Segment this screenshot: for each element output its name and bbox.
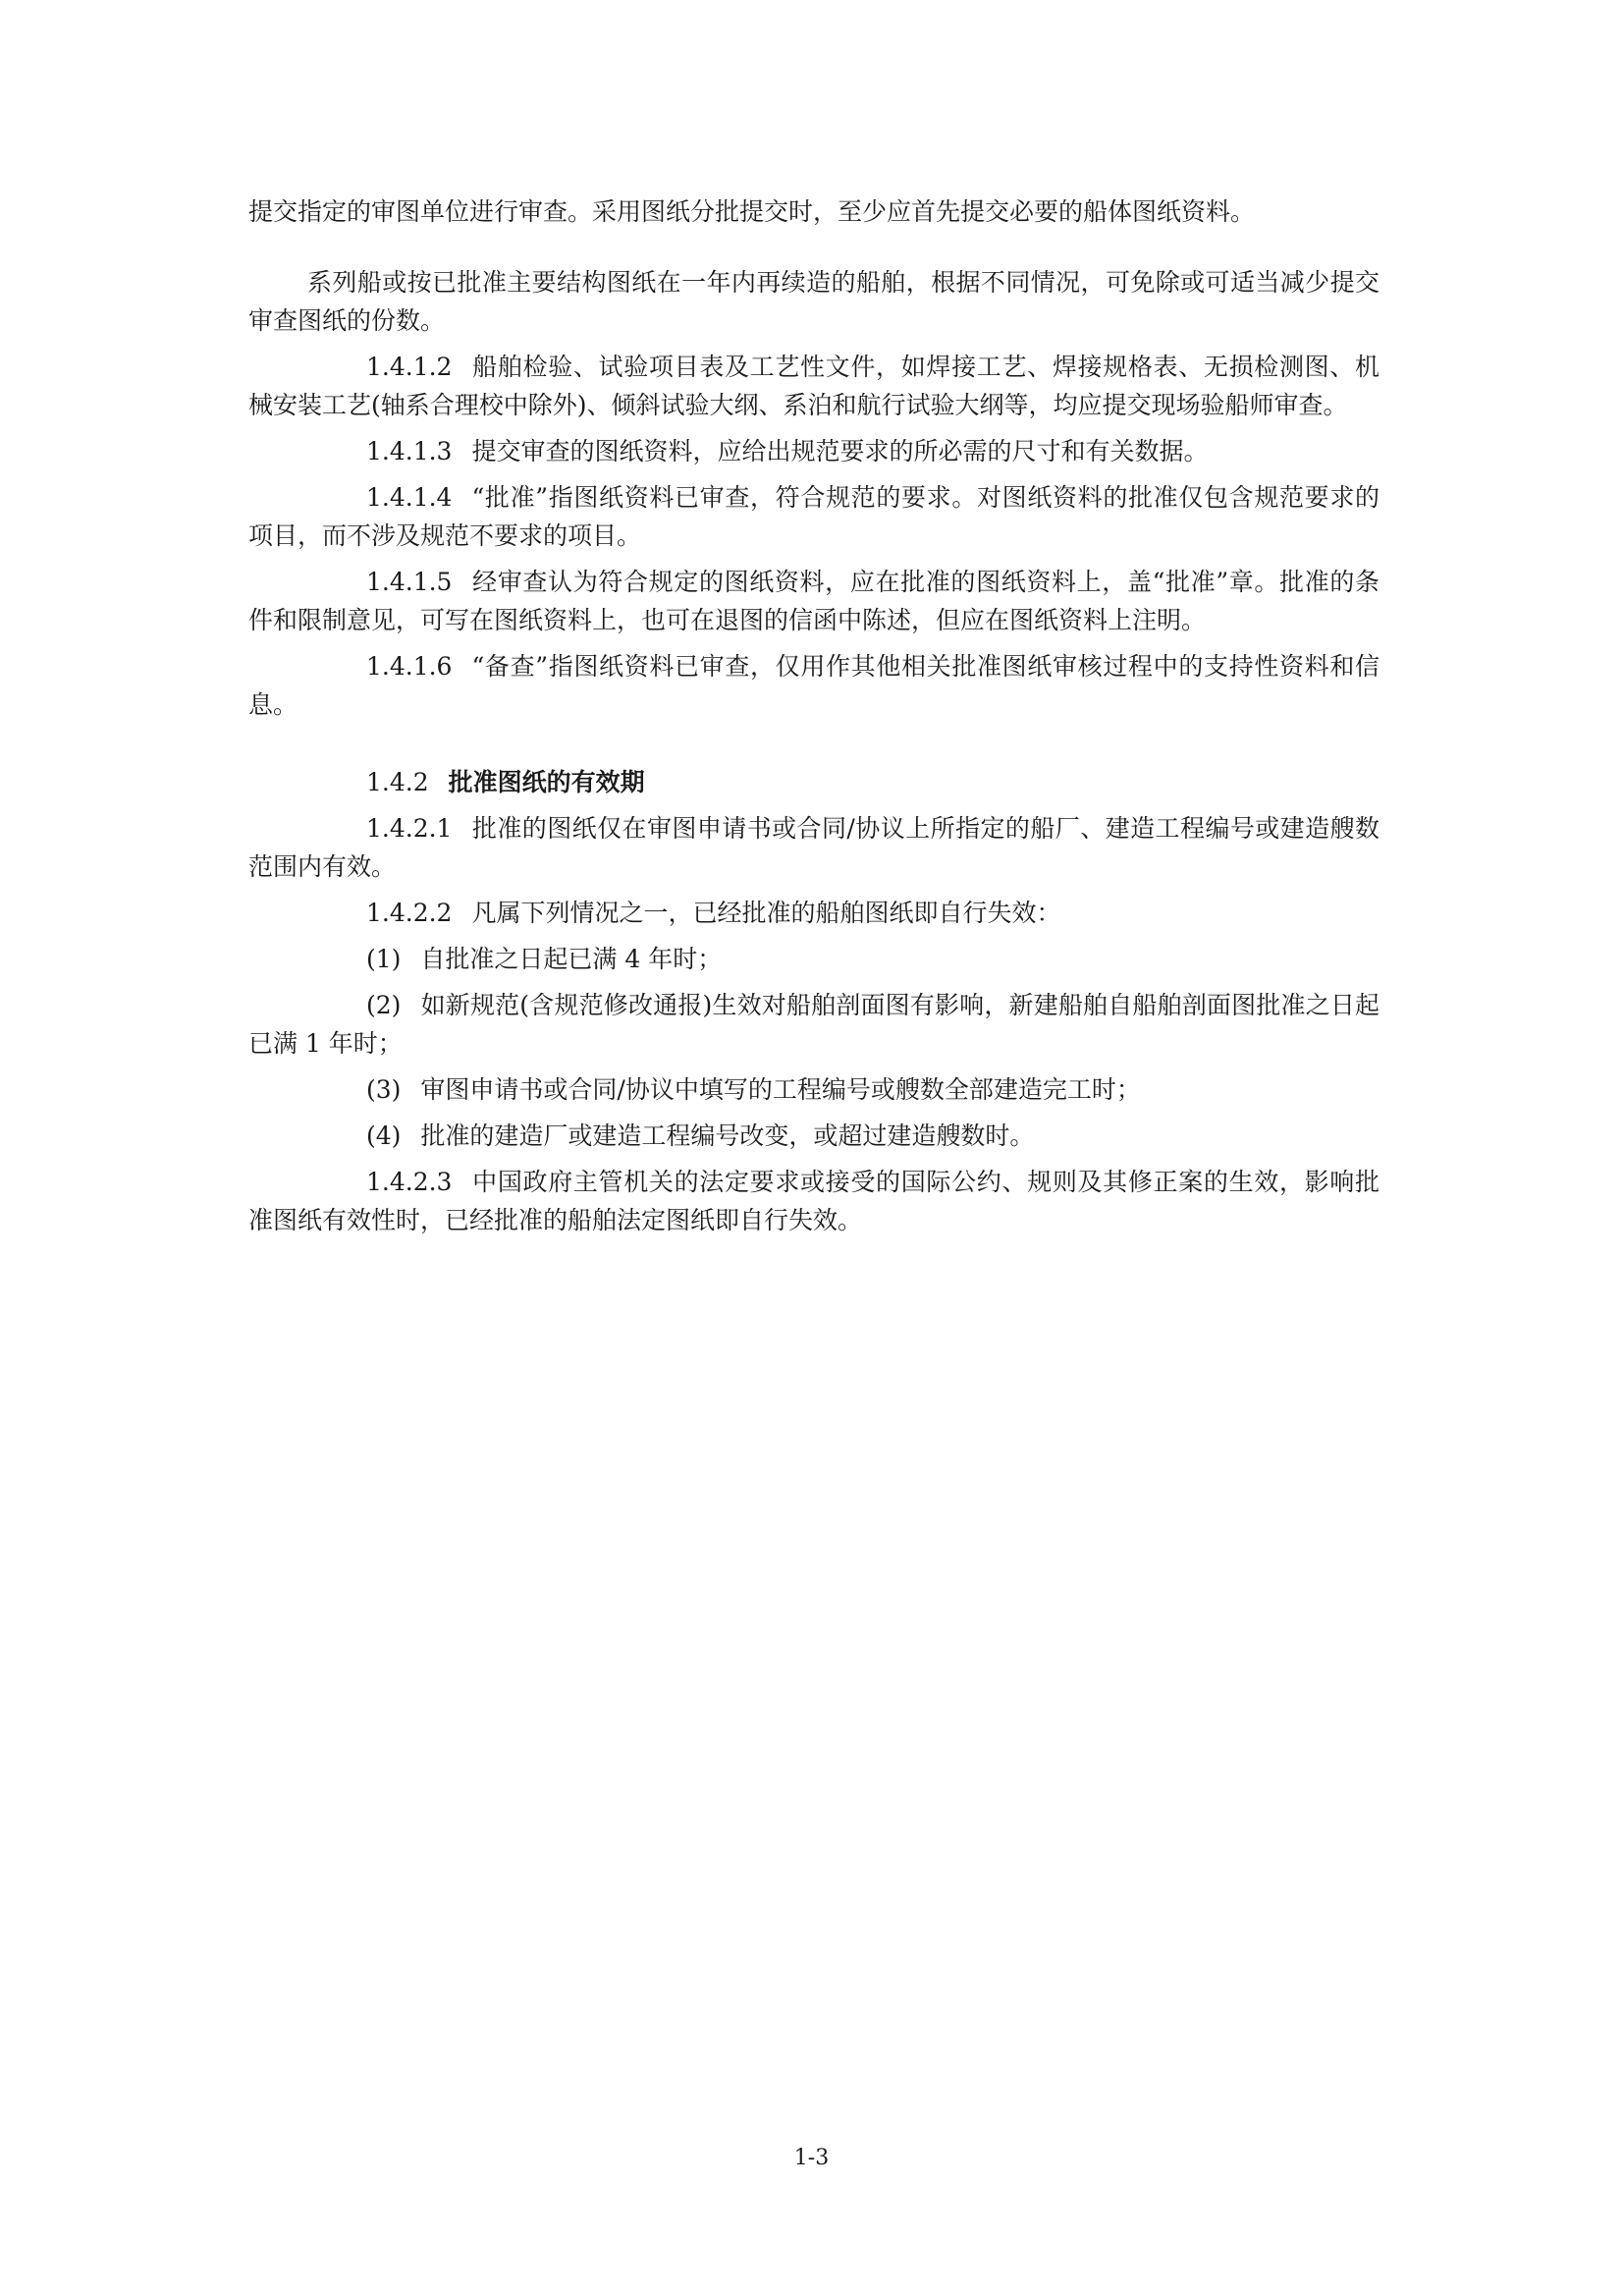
clause-number: 1.4.2.2 (366, 899, 453, 927)
clause-text: 中国政府主管机关的法定要求或接受的国际公约、规则及其修正案的生效，影响批准图纸有效性时，已经批准的船舶法定图纸即自行失效。 (248, 1168, 1380, 1234)
paragraph-continuation: 提交指定的审图单位进行审查。采用图纸分批提交时，至少应首先提交必要的船体图纸资料。 (248, 197, 1256, 226)
clause-number: 1.4.1.2 (366, 353, 453, 381)
list-item-2 (248, 986, 1380, 1063)
section-number: 1.4.2 (366, 768, 429, 796)
clause-1-4-2-1 (248, 809, 1380, 886)
clause-text: 经审查认为符合规定的图纸资料，应在批准的图纸资料上，盖“批准”章。批准的条件和限制意见，可写在图纸资料上，也可在退图的信函中陈述，但应在图纸资料上注明。 (248, 568, 1380, 634)
clause-1-4-1-6 (248, 647, 1380, 724)
list-item-1 (248, 940, 1380, 978)
section-title: 批准图纸的有效期 (448, 768, 645, 796)
clause-text: 提交审查的图纸资料，应给出规范要求的所必需的尺寸和有关数据。 (471, 437, 1209, 465)
list-item-text: 自批准之日起已满 4 年时； (420, 945, 723, 973)
clause-number: 1.4.2.1 (366, 814, 453, 843)
list-item-4 (248, 1117, 1380, 1155)
list-marker: (3) (366, 1075, 402, 1104)
list-item-3 (248, 1070, 1380, 1109)
clause-1-4-1-3 (248, 432, 1380, 470)
clause-text: 凡属下列情况之一，已经批准的船舶图纸即自行失效： (471, 899, 1061, 927)
list-item-text: 审图申请书或合同/协议中填写的工程编号或艘数全部建造完工时； (420, 1075, 1141, 1104)
document-page-body (248, 192, 1380, 1247)
clause-number: 1.4.1.4 (366, 483, 453, 512)
clause-text: “批准”指图纸资料已审查，符合规范的要求。对图纸资料的批准仅包含规范要求的项目，而不涉及规范不要求的项目。 (248, 483, 1380, 550)
clause-number: 1.4.1.5 (366, 568, 453, 596)
list-item-text: 批准的建造厂或建造工程编号改变，或超过建造艘数时。 (420, 1121, 1035, 1150)
clause-1-4-2-3 (248, 1163, 1380, 1239)
clause-1-4-1-5 (248, 563, 1380, 639)
clause-1-4-2-2 (248, 894, 1380, 932)
paragraph-series-ships: 系列船或按已批准主要结构图纸在一年内再续造的船舶，根据不同情况，可免除或可适当减少提交审查图纸的份数。 (248, 268, 1380, 335)
list-marker: (1) (366, 945, 402, 973)
clause-number: 1.4.1.3 (366, 437, 453, 465)
clause-text: 批准的图纸仅在审图申请书或合同/协议上所指定的船厂、建造工程编号或建造艘数范围内有效。 (248, 814, 1380, 881)
clause-1-4-1-2 (248, 348, 1380, 424)
clause-1-4-1-4 (248, 478, 1380, 555)
list-item-text: 如新规范(含规范修改通报)生效对船舶剖面图有影响，新建船舶自船舶剖面图批准之日起已满 1 年时； (248, 991, 1380, 1058)
page-number: 1-3 (793, 2146, 830, 2170)
clause-text: “备查”指图纸资料已审查，仅用作其他相关批准图纸审核过程中的支持性资料和信息。 (248, 652, 1380, 719)
clause-text: 船舶检验、试验项目表及工艺性文件，如焊接工艺、焊接规格表、无损检测图、机械安装工艺(轴系合理校中除外)、倾斜试验大纲、系泊和航行试验大纲等，均应提交现场验船师审查。 (248, 353, 1380, 419)
section-heading (248, 763, 1380, 801)
list-marker: (4) (366, 1121, 402, 1150)
clause-number: 1.4.1.6 (366, 652, 453, 681)
clause-number: 1.4.2.3 (366, 1168, 453, 1196)
list-marker: (2) (366, 991, 402, 1019)
